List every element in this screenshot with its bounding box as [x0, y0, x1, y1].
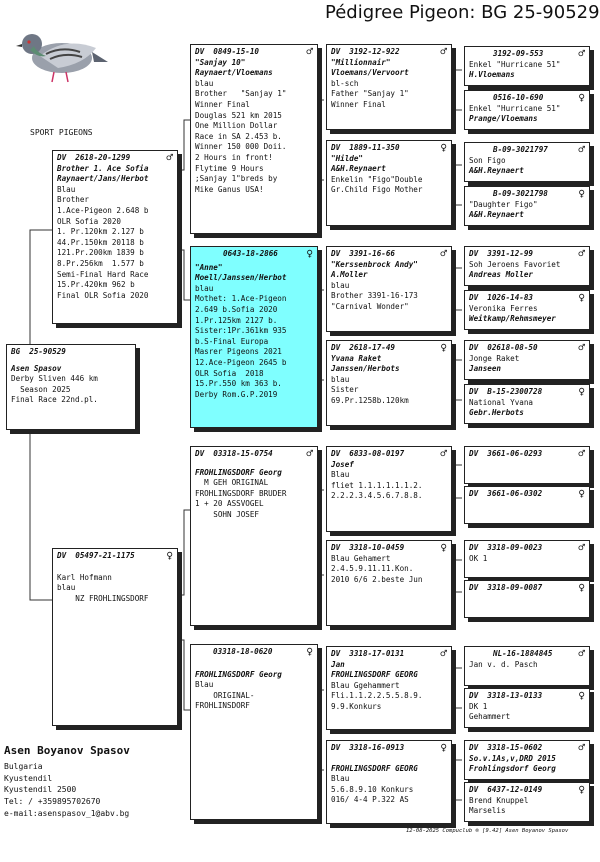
- g3-line: Blau Ggehammert: [331, 680, 400, 690]
- sd-line: OLR Sofia 2018: [195, 368, 264, 378]
- male-icon: ♂: [440, 45, 447, 58]
- sire-line: 121.Pr.200km 1839 b: [57, 248, 144, 258]
- male-icon: ♂: [440, 247, 447, 260]
- male-icon: ♂: [578, 741, 585, 754]
- ss-name: "Sanjay 10": [195, 57, 246, 67]
- g4-card[interactable]: [464, 446, 590, 484]
- g4-name: Jan v. d. Pasch: [469, 659, 538, 669]
- g4-breeder: Janseen: [469, 364, 502, 374]
- owner-line: Tel: / +359895702670: [4, 797, 101, 807]
- g4-ring: DV B-15-2300728: [469, 387, 543, 396]
- sd-line: Masrer Pigeons 2021: [195, 347, 282, 357]
- ss-ring: DV 0849-15-10: [195, 47, 260, 56]
- sire-line: 8.Pr.256km 1.577 b: [57, 258, 144, 268]
- sd-line: 2.649 b.Sofia 2020: [195, 304, 278, 314]
- owner-block: [4, 745, 130, 820]
- sd-line: 15.Pr.550 km 363 b.: [195, 379, 282, 389]
- g3-ring: DV 3318-10-0459: [331, 543, 405, 552]
- male-icon: ♂: [578, 541, 585, 554]
- g4-name: National Yvana: [469, 397, 534, 407]
- ds-ring: DV 03318-15-0754: [195, 449, 273, 458]
- g3-name: "Millionnair": [331, 57, 391, 67]
- g4-ring: DV 3318-13-0133: [469, 691, 543, 700]
- dd-line: ORIGINAL-: [195, 690, 255, 700]
- g3-line: Father "Sanjay 1": [331, 89, 409, 99]
- owner-email[interactable]: e-mail:asenspasov_1@abv.bg: [4, 808, 130, 818]
- g3-ring: DV 3318-16-0913: [331, 743, 405, 752]
- female-icon: ♀: [306, 247, 313, 260]
- g3-card[interactable]: [326, 340, 452, 426]
- g3-line: 69.Pr.1258b.120km: [331, 395, 409, 405]
- g3-card[interactable]: [326, 740, 452, 824]
- female-icon: ♀: [578, 187, 585, 200]
- g3-line: Sister: [331, 385, 359, 395]
- g3-ring: DV 2618-17-49: [331, 343, 396, 352]
- ss-line: Race in SA 2.453 b.: [195, 131, 282, 141]
- owner-line: Kyustendil 2500: [4, 785, 77, 795]
- g4-card[interactable]: [464, 540, 590, 578]
- g3-line: Enkelin "Figo"Double: [331, 174, 423, 184]
- female-icon: ♀: [578, 487, 585, 500]
- dd-ring: 03318-18-0620: [213, 647, 273, 656]
- female-icon: ♀: [440, 541, 447, 554]
- g4-name: Brend Knuppel: [469, 795, 529, 805]
- g3-ring: DV 3192-12-922: [331, 47, 400, 56]
- g4-ring: B-09-3021798: [493, 189, 548, 198]
- g4-name: Son Figo: [469, 155, 506, 165]
- g4-name: Enkel "Hurricane 51": [469, 103, 561, 113]
- sire-ring: DV 2618-20-1299: [57, 153, 131, 162]
- sire-line: Semi-Final Hard Race: [57, 269, 149, 279]
- ds-line: SOHN JOSEF: [195, 509, 260, 519]
- female-icon: ♀: [578, 783, 585, 796]
- g3-breeder: A.Moller: [331, 270, 368, 280]
- g4-name: Veronika Ferres: [469, 303, 538, 313]
- g3-card[interactable]: [326, 646, 452, 730]
- g3-name: "Hilde": [331, 153, 364, 163]
- g4-breeder: Gebr.Herbots: [469, 408, 524, 418]
- male-icon: ♂: [306, 45, 313, 58]
- female-icon: ♀: [440, 341, 447, 354]
- sd-line: b.S-Final Europa: [195, 336, 269, 346]
- g3-line: 5.6.8.9.10 Konkurs: [331, 784, 414, 794]
- g4-ring: DV 02618-08-50: [469, 343, 538, 352]
- male-icon: ♂: [578, 341, 585, 354]
- g4-card[interactable]: [464, 486, 590, 524]
- ss-breeder: Raynaert/Vloemans: [195, 68, 273, 78]
- dam-breeder: Karl Hofmann: [57, 572, 112, 582]
- g3-line: Winner Final: [331, 99, 386, 109]
- sire-line: Final OLR Sofia 2020: [57, 290, 149, 300]
- g4-breeder: Frohlingsdorf Georg: [469, 764, 556, 774]
- g4-card[interactable]: [464, 246, 590, 286]
- sd-ring: 0643-18-2866: [223, 249, 278, 258]
- g4-name: Soh Jeroens Favoriet: [469, 259, 561, 269]
- dd-breeder: FROHLINGSDORF Georg: [195, 669, 282, 679]
- female-icon: ♀: [306, 645, 313, 658]
- sd-line: blau: [195, 283, 214, 293]
- g3-line: 9.9.Konkurs: [331, 701, 382, 711]
- sire-dam-card[interactable]: [190, 246, 318, 428]
- g3-name: Jan: [331, 659, 345, 669]
- g3-name: Josef: [331, 459, 354, 469]
- male-icon: ♂: [440, 447, 447, 460]
- g4-breeder: Weitkamp/Rehmsmeyer: [469, 314, 556, 324]
- g4-ring: DV 3661-06-0302: [469, 489, 543, 498]
- g4-ring: NL-16-1884845: [493, 649, 553, 658]
- male-icon: ♂: [440, 647, 447, 660]
- sire-name: Brother 1. Ace Sofia: [57, 163, 149, 173]
- g4-breeder: A&H.Reynaert: [469, 166, 524, 176]
- footer-info: 12-08-2025 Compuclub ® [9.42] Asen Boyanov Spasov: [406, 828, 569, 834]
- sd-line: 1.Pr.125km 2127 b.: [195, 315, 278, 325]
- g3-ring: DV 6833-08-0197: [331, 449, 405, 458]
- g4-card[interactable]: [464, 142, 590, 182]
- g3-breeder: Yvana Raket: [331, 353, 382, 363]
- ss-line: Winner 150 000 Doii.: [195, 142, 287, 152]
- male-icon: ♂: [578, 143, 585, 156]
- subject-name: Asen Spasov: [11, 363, 62, 373]
- subject-ring: BG 25-90529: [11, 347, 66, 356]
- g4-card[interactable]: [464, 782, 590, 822]
- g4-ring: DV 3318-09-0023: [469, 543, 543, 552]
- sport-pigeons-label: SPORT PIGEONS: [30, 128, 93, 137]
- g3-line: Blau Gehamert: [331, 553, 391, 563]
- dam-line: blau: [57, 583, 76, 593]
- g4-card[interactable]: [464, 580, 590, 618]
- g4-ring: DV 3318-15-0602: [469, 743, 543, 752]
- g4-breeder: H.Vloemans: [469, 70, 515, 80]
- page-title: Pédigree Pigeon: BG 25-90529: [325, 2, 600, 23]
- g4-ring: B-09-3021797: [493, 145, 548, 154]
- owner-line: Bulgaria: [4, 761, 43, 771]
- g4-ring: 0516-10-690: [493, 93, 544, 102]
- g3-breeder: Vloemans/Vervoort: [331, 68, 409, 78]
- subject-line: Season 2025: [11, 384, 71, 394]
- sire-line: Brother: [57, 195, 90, 205]
- dam-line: NZ FROHLINGSDORF: [57, 593, 149, 603]
- g4-ring: 3192-09-553: [493, 49, 544, 58]
- g4-card[interactable]: [464, 646, 590, 686]
- g3-line: 2.2.2.3.4.5.6.7.8.8.: [331, 491, 423, 501]
- g3-card[interactable]: [326, 140, 452, 226]
- sire-sire-card[interactable]: [190, 44, 318, 234]
- sire-line: 44.Pr.150km 20118 b: [57, 237, 144, 247]
- g4-breeder: Prange/Vloemans: [469, 114, 538, 124]
- sire-line: Blau: [57, 184, 76, 194]
- sire-card[interactable]: [52, 150, 178, 324]
- g3-line: Brother 3391-16-173: [331, 291, 418, 301]
- g4-name: Enkel "Hurricane 51": [469, 59, 561, 69]
- g3-line: blau: [331, 374, 350, 384]
- sd-breeder: Moell/Janssen/Herbot: [195, 273, 287, 283]
- sd-line: Mothet: 1.Ace-Pigeon: [195, 294, 287, 304]
- dam-dam-card[interactable]: [190, 644, 318, 820]
- g4-breeder: Gehammert: [469, 712, 511, 722]
- sd-line: 12.Ace-Pigeon 2645 b: [195, 357, 287, 367]
- g3-breeder: A&H.Reynaert: [331, 164, 386, 174]
- sire-line: 1. Pr.120km 2.127 b: [57, 227, 144, 237]
- g4-name: "Daughter Figo": [469, 199, 538, 209]
- ss-line: Flytime 9 Hours: [195, 163, 264, 173]
- g4-breeder: Andreas Moller: [469, 270, 534, 280]
- male-icon: ♂: [306, 447, 313, 460]
- g3-card[interactable]: [326, 44, 452, 130]
- g3-card[interactable]: [326, 446, 452, 532]
- g3-line: Gr.Child Figo Mother: [331, 185, 423, 195]
- g4-card[interactable]: [464, 740, 590, 780]
- g4-breeder: Marselis: [469, 806, 506, 816]
- g4-ring: DV 1026-14-83: [469, 293, 534, 302]
- dd-line: Blau: [195, 680, 214, 690]
- ss-line: Mike Ganus USA!: [195, 184, 264, 194]
- male-icon: ♂: [578, 47, 585, 60]
- g4-card[interactable]: [464, 186, 590, 226]
- ss-line: Winner Final: [195, 99, 250, 109]
- g3-card[interactable]: [326, 246, 452, 332]
- g4-ring: DV 3318-09-0087: [469, 583, 543, 592]
- subject-line: Final Race 22nd.pl.: [11, 395, 98, 405]
- sd-name: "Anne": [195, 262, 223, 272]
- ss-line: blau: [195, 78, 214, 88]
- g3-breeder: FROHLINGSDORF GEORG: [331, 763, 418, 773]
- g4-card[interactable]: [464, 384, 590, 424]
- g3-line: Blau: [331, 774, 350, 784]
- g3-breeder: FROHLINGSDORF GEORG: [331, 670, 418, 680]
- g3-ring: DV 1889-11-350: [331, 143, 400, 152]
- dam-card[interactable]: [52, 548, 178, 726]
- male-icon: ♂: [578, 247, 585, 260]
- ds-line: M GEH ORIGINAL: [195, 478, 269, 488]
- sd-line: Derby Rom.G.P.2019: [195, 389, 278, 399]
- sire-line: OLR Sofia 2020: [57, 216, 122, 226]
- female-icon: ♀: [440, 741, 447, 754]
- g4-ring: DV 3661-06-0293: [469, 449, 543, 458]
- g4-ring: DV 6437-12-0149: [469, 785, 543, 794]
- dam-sire-card[interactable]: [190, 446, 318, 626]
- g4-name: OK 1: [469, 553, 488, 563]
- g3-card[interactable]: [326, 540, 452, 626]
- female-icon: ♀: [166, 549, 173, 562]
- g3-line: Fli.1.1.2.2.5.5.8.9.: [331, 691, 423, 701]
- subject-line: Derby Sliven 446 km: [11, 374, 98, 384]
- female-icon: ♀: [578, 91, 585, 104]
- sd-line: Sister:1Pr.361km 935: [195, 326, 287, 336]
- g3-line: blau: [331, 280, 350, 290]
- g3-ring: DV 3391-16-66: [331, 249, 396, 258]
- g4-name: DK 1: [469, 701, 488, 711]
- g4-card[interactable]: [464, 46, 590, 86]
- g4-ring: DV 3391-12-99: [469, 249, 534, 258]
- male-icon: ♂: [578, 447, 585, 460]
- male-icon: ♂: [578, 647, 585, 660]
- dd-line: FROHLINSDORF: [195, 701, 250, 711]
- g4-name: So.v.1As,v,DRD 2015: [469, 753, 556, 763]
- g3-name: "Kerssenbrock Andy": [331, 259, 418, 269]
- female-icon: ♀: [578, 689, 585, 702]
- g3-line: 2010 6/6 2.beste Jun: [331, 574, 423, 584]
- g3-line: "Carnival Wonder": [331, 301, 409, 311]
- subject-card[interactable]: [6, 344, 136, 430]
- g3-line: bl-sch: [331, 78, 359, 88]
- g3-line: Janssen/Herbots: [331, 364, 400, 374]
- sire-line: 15.Pr.420km 962 b: [57, 280, 135, 290]
- g4-card[interactable]: [464, 90, 590, 130]
- owner-name: Asen Boyanov Spasov: [4, 744, 130, 757]
- g3-line: Blau: [331, 470, 350, 480]
- female-icon: ♀: [578, 385, 585, 398]
- ds-line: FROHLINGSDORF BRUDER: [195, 488, 287, 498]
- g4-card[interactable]: [464, 290, 590, 330]
- ds-line: 1 + 20 ASSVOGEL: [195, 499, 264, 509]
- female-icon: ♀: [440, 141, 447, 154]
- ss-line: One Million Dollar: [195, 121, 278, 131]
- g4-card[interactable]: [464, 688, 590, 728]
- g3-ring: DV 3318-17-0131: [331, 649, 405, 658]
- dam-ring: DV 05497-21-1175: [57, 551, 135, 560]
- g4-card[interactable]: [464, 340, 590, 380]
- female-icon: ♀: [578, 291, 585, 304]
- g3-line: 016/ 4-4 P.322 AS: [331, 795, 409, 805]
- ss-line: Douglas 521 km 2015: [195, 110, 282, 120]
- male-icon: ♂: [166, 151, 173, 164]
- ss-line: 2 Hours in front!: [195, 152, 273, 162]
- sire-breeder: Raynaert/Jans/Herbot: [57, 174, 149, 184]
- g4-name: Jonge Raket: [469, 353, 520, 363]
- female-icon: ♀: [578, 581, 585, 594]
- ds-breeder: FROHLINGSDORF Georg: [195, 467, 282, 477]
- owner-line: Kyustendil: [4, 773, 53, 783]
- g3-line: 2.4.5.9.11.11.Kon.: [331, 564, 414, 574]
- sire-line: 1.Ace-Pigeon 2.648 b: [57, 205, 149, 215]
- ss-line: Brother "Sanjay 1": [195, 89, 287, 99]
- g4-breeder: A&H.Reynaert: [469, 210, 524, 220]
- g3-line: fliet 1.1.1.1.1.1.2.: [331, 480, 423, 490]
- ss-line: ;Sanjay 1"breds by: [195, 174, 278, 184]
